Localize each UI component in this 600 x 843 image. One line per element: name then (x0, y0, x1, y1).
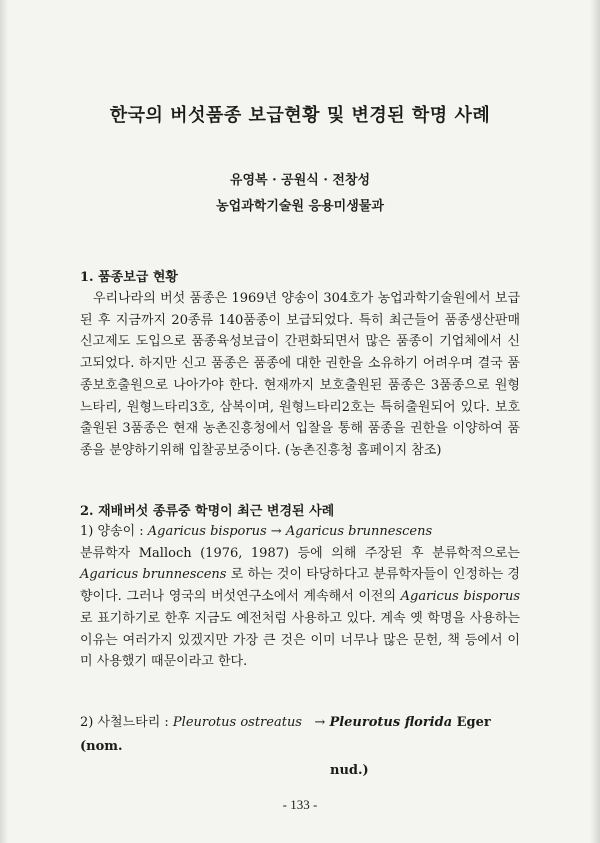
item-2-author: Eger (nom. (80, 715, 491, 754)
section-2-item-2 (80, 711, 525, 783)
section-1-heading: 1. 품종보급 현황 (80, 270, 178, 285)
item-1-body (80, 543, 520, 673)
document-title: 한국의 버섯품종 보급현황 및 변경된 학명 사례 (109, 105, 491, 126)
item-1-old-name: Agaricus bisporus (147, 524, 267, 539)
item-1-body-part-a: 분류학자 Malloch (1976, 1987) 등에 의해 주장된 후 분류학적으로는 (80, 545, 520, 561)
affiliation: 농업과학기술원 응용미생물과 (216, 199, 384, 214)
item-1-body-species-a: Agaricus brunnescens (80, 567, 227, 583)
author-list: 유영복 · 공원식 · 전창성 (229, 173, 371, 188)
item-1-body-species-b: Agaricus bisporus (400, 589, 520, 605)
section-2-item-1 (80, 521, 520, 673)
item-2-new-name: Pleurotus florida (329, 715, 453, 730)
item-2-continuation: nud.) (330, 763, 369, 778)
arrow-icon: → (266, 524, 286, 539)
item-1-new-name: Agaricus brunnescens (285, 524, 433, 539)
section-2-heading: 2. 재배버섯 종류중 학명이 최근 변경된 사례 (80, 504, 335, 519)
item-2-old-name: Pleurotus ostreatus (172, 715, 302, 730)
item-1-body-part-b: 로 하는 것이 타당하다고 분류학자들이 인정하는 경향이다. 그러나 영국의 버섯연구소에서 계속해서 이전의 (80, 567, 520, 605)
page-number: - 133 - (282, 797, 318, 812)
arrow-icon: → (314, 715, 326, 730)
section-1-body-text: 우리나라의 버섯 품종은 1969년 양송이 304호가 농업과학기술원에서 보급된 후 지금까지 20종류 140품종이 보급되었다. 특히 최근들어 품종생산판매신고제도 도입으로 품종육성보급이 간편화되면서 많은 품종이 기업체에서 신고되었다. 하지만 신고 품종은 품종에 대한 권한을 소유하기 어려우며 결국 품종보호출원으로 나아가야 한다. 현재까지 보호출원된 품종은 3품종으로 원형느타리, 원형느타리3호, 삼복이며, 원형느타리2호는 특허출원되어 있다. 보호출원된 3품종은 현재 농촌진흥청에서 입찰을 통해 품종을 권한을 이양하여 품종을 분양하기위해 입찰공보중이다. (농촌진흥청 홈페이지 참조) (80, 291, 520, 458)
item-1-body-part-c: 로 표기하기로 한후 지금도 예전처럼 사용하고 있다. 계속 옛 학명을 사용하는 이유는 여러가지 있겠지만 가장 큰 것은 이미 너무나 많은 문헌, 책 등에서 이미 사용했기 때문이라고 한다. (80, 610, 520, 670)
section-1-paragraph (80, 288, 520, 462)
item-1-title-line (80, 521, 520, 543)
item-2-prefix: 2) 사철느타리 : (80, 715, 173, 730)
item-1-prefix: 1) 양송이 : (80, 524, 148, 539)
